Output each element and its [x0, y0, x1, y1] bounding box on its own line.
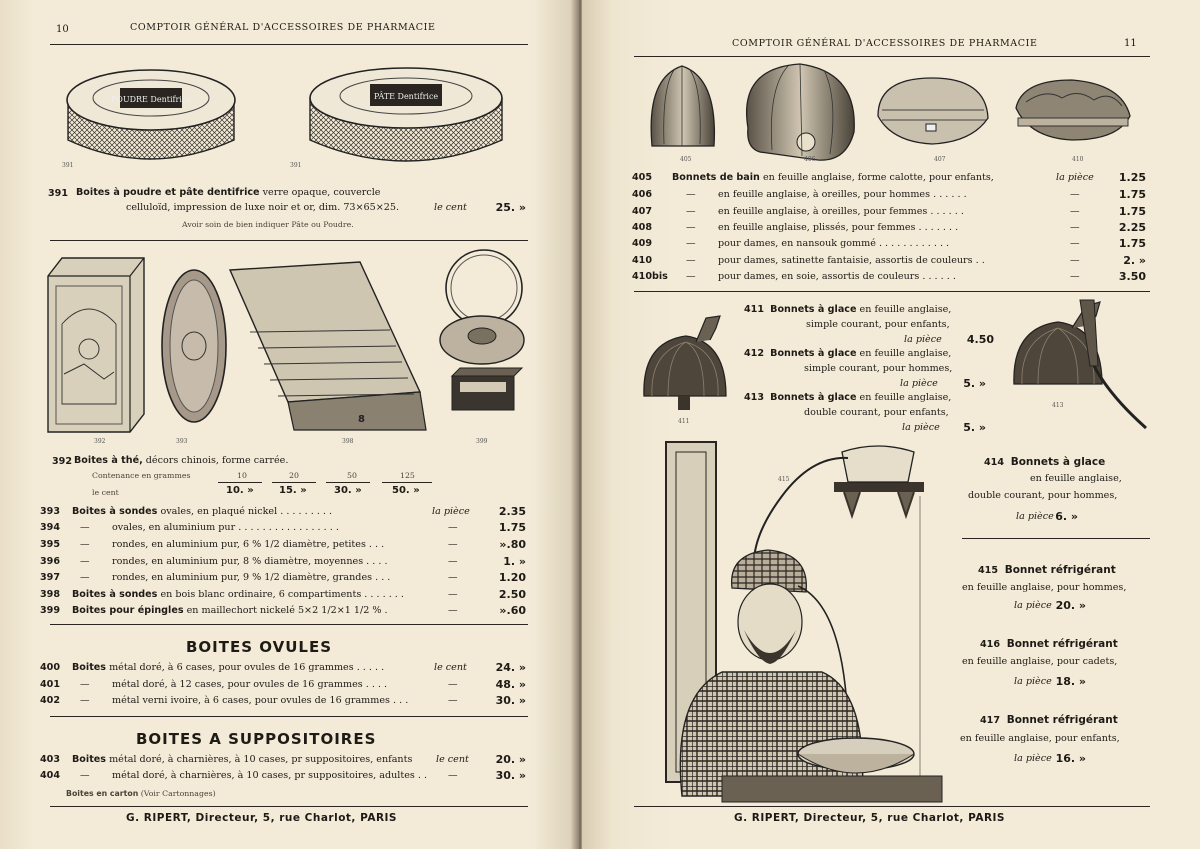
- page-header-left: COMPTOIR GÉNÉRAL D'ACCESSOIRES DE PHARMACIE: [130, 22, 436, 33]
- item-391-line2: celluloïd, impression de luxe noir et or, dim. 73×65×25.: [126, 202, 400, 213]
- capacity-label: Contenance en grammes: [92, 471, 191, 480]
- ice-412-line2: simple courant, pour hommes,: [804, 363, 953, 374]
- left-page: [0, 0, 578, 849]
- fig-label: 413: [1052, 402, 1064, 409]
- fig-label: 391: [290, 162, 302, 169]
- fig-label: 410: [1072, 156, 1084, 163]
- list-item: 409 — pour dames, en nansouk gommé . . . . . . . . . . . . — 1.75: [632, 237, 1146, 250]
- list-item: 407 — en feuille anglaise, à oreilles, pour femmes . . . . . . — 1.75: [632, 205, 1146, 218]
- bath-caps-illustration: [642, 58, 1200, 168]
- tea-box-price-10: 10. »: [226, 485, 254, 496]
- powder-tin-illustration: [62, 60, 242, 170]
- fig-label: 407: [934, 156, 946, 163]
- fridge-416-desc: en feuille anglaise, pour cadets,: [962, 656, 1118, 667]
- fig-label: 415: [778, 476, 790, 483]
- list-item: 399 Boites pour épingles en maillechort nickelé 5×2 1/2×1 1/2 % . — ».60: [40, 604, 526, 617]
- ice-411-unit: la pièce: [904, 334, 942, 345]
- capacity-50: 50: [347, 471, 357, 480]
- capacity-10: 10: [237, 471, 247, 480]
- fridge-416-unit: la pièce: [1014, 676, 1052, 687]
- carton-note: Boites en carton (Voir Cartonnages): [66, 789, 216, 798]
- item-391-line1: Boites à poudre et pâte dentifrice verre opaque, couvercle: [76, 187, 381, 198]
- capacity-20: 20: [289, 471, 299, 480]
- ice-413-line2: double courant, pour enfants,: [804, 407, 949, 418]
- fig-label: 392: [94, 438, 106, 445]
- fridge-417-unit: la pièce: [1014, 753, 1052, 764]
- item-number: 392: [52, 456, 73, 467]
- list-item: 396 — rondes, en aluminium pur, 8 % diamètre, moyennes . . . . — 1. »: [40, 555, 526, 568]
- tin-label-powder: POUDRE Dentifrice: [110, 95, 192, 104]
- fridge-415-unit: la pièce: [1014, 600, 1052, 611]
- section-rule: [50, 240, 528, 241]
- item-392-desc: Boites à thé, décors chinois, forme carrée.: [74, 455, 289, 466]
- ice-412-price: 5. »: [963, 377, 986, 390]
- list-item: 401 — métal doré, à 12 cases, pour ovules de 16 grammes . . . . — 48. »: [40, 678, 526, 691]
- list-item: 408 — en feuille anglaise, plissés, pour femmes . . . . . . . — 2.25: [632, 221, 1146, 234]
- fig-label: 405: [680, 156, 692, 163]
- item-391-unit: le cent: [434, 202, 467, 213]
- fridge-415-title: 415 Bonnet réfrigérant: [978, 564, 1116, 576]
- tea-box-price-50: 30. »: [334, 485, 362, 496]
- list-item: 398 Boites à sondes en bois blanc ordinaire, 6 compartiments . . . . . . . — 2.50: [40, 588, 526, 601]
- fridge-417-title: 417 Bonnet réfrigérant: [980, 714, 1118, 726]
- oval-sonde-box-illustration: [158, 268, 238, 428]
- fig-label: 411: [678, 418, 690, 425]
- tin-label-paste: PÂTE Dentifrice: [373, 92, 439, 101]
- fig-label: 391: [62, 162, 74, 169]
- item-391-note: Avoir soin de bien indiquer Pâte ou Poudre.: [182, 220, 354, 229]
- ice-414-price: 6. »: [1055, 510, 1078, 523]
- ice-414-title: 414 Bonnets à glace: [984, 456, 1106, 468]
- header-rule: [50, 44, 528, 45]
- section-title-suppositoires: BOITES A SUPPOSITOIRES: [136, 730, 377, 748]
- paste-tin-illustration: [306, 60, 506, 170]
- fridge-415-desc: en feuille anglaise, pour hommes,: [962, 582, 1127, 593]
- fig-label: 406: [804, 156, 816, 163]
- ice-cap-simple-illustration: [638, 312, 738, 422]
- page-header-right: COMPTOIR GÉNÉRAL D'ACCESSOIRES DE PHARMACIE: [732, 38, 1038, 49]
- right-page: [582, 0, 1200, 849]
- capacity-125: 125: [400, 471, 415, 480]
- fridge-416-price: 18. »: [1055, 675, 1086, 688]
- round-sonde-box-and-pin-box-illustration: [436, 248, 536, 438]
- footer-right: G. RIPERT, Directeur, 5, rue Charlot, PARIS: [734, 812, 1005, 824]
- list-item: 410 — pour dames, satinette fantaisie, assortis de couleurs . . — 2. »: [632, 254, 1146, 267]
- fridge-416-title: 416 Bonnet réfrigérant: [980, 638, 1118, 650]
- section-title-ovules: BOITES OVULES: [186, 638, 333, 656]
- list-item: 394 — ovales, en aluminium pur . . . . . . . . . . . . . . . . . — 1.75: [40, 521, 526, 534]
- ice-414-line2: double courant, pour hommes,: [968, 490, 1118, 501]
- item-number: 391: [48, 188, 69, 199]
- ice-413-unit: la pièce: [902, 422, 940, 433]
- list-item: 410bis — pour dames, en soie, assortis de couleurs . . . . . . — 3.50: [632, 270, 1146, 283]
- list-item: 405 Bonnets de bain en feuille anglaise, forme calotte, pour enfants, la pièce 1.25: [632, 171, 1146, 184]
- footer-left: G. RIPERT, Directeur, 5, rue Charlot, PARIS: [126, 812, 397, 824]
- fridge-417-desc: en feuille anglaise, pour enfants,: [960, 733, 1120, 744]
- fig-label: 399: [476, 438, 488, 445]
- list-item: 406 — en feuille anglaise, à oreilles, pour hommes . . . . . . — 1.75: [632, 188, 1146, 201]
- per-hundred-label: le cent: [92, 488, 119, 497]
- list-item: 402 — métal verni ivoire, à 6 cases, pour ovules de 16 grammes . . . — 30. »: [40, 694, 526, 707]
- page-number-right: 11: [1124, 38, 1137, 49]
- wooden-compartment-box-illustration: [230, 262, 440, 432]
- list-item: 404 — métal doré, à charnières, à 10 cases, pr suppositoires, adultes . . — 30. »: [40, 769, 526, 782]
- fridge-415-price: 20. »: [1055, 599, 1086, 612]
- ice-411-line2: simple courant, pour enfants,: [806, 319, 950, 330]
- ice-cap-double-illustration: [1010, 296, 1160, 436]
- tea-box-price-20: 15. »: [279, 485, 307, 496]
- list-item: 403 Boites métal doré, à charnières, à 10 cases, pr suppositoires, enfants le cent 20. »: [40, 753, 526, 766]
- ice-411-line1: 411 Bonnets à glace en feuille anglaise,: [744, 304, 952, 315]
- ice-413-price: 5. »: [963, 421, 986, 434]
- list-item: 395 — rondes, en aluminium pur, 6 % 1/2 diamètre, petites . . . — ».80: [40, 538, 526, 551]
- fig-label: 398: [342, 438, 354, 445]
- tea-box-price-125: 50. »: [392, 485, 420, 496]
- ice-412-line1: 412 Bonnets à glace en feuille anglaise,: [744, 348, 952, 359]
- fridge-417-price: 16. »: [1055, 752, 1086, 765]
- fig-label: 393: [176, 438, 188, 445]
- ice-413-line1: 413 Bonnets à glace en feuille anglaise,: [744, 392, 952, 403]
- item-391-price: 25. »: [495, 201, 526, 214]
- tea-box-illustration: [44, 254, 154, 434]
- svg-text:8: 8: [358, 414, 365, 425]
- list-item: 393 Boites à sondes ovales, en plaqué nickel . . . . . . . . . la pièce 2.35: [40, 505, 526, 518]
- list-item: 397 — rondes, en aluminium pur, 9 % 1/2 diamètre, grandes . . . — 1.20: [40, 571, 526, 584]
- ice-414-unit: la pièce: [1016, 511, 1054, 522]
- ice-412-unit: la pièce: [900, 378, 938, 389]
- list-item: 400 Boites métal doré, à 6 cases, pour ovules de 16 grammes . . . . . le cent 24. »: [40, 661, 526, 674]
- ice-411-price: 4.50: [966, 333, 994, 346]
- ice-414-line1: en feuille anglaise,: [1030, 473, 1122, 484]
- refrigerant-cap-scene-illustration: [662, 436, 952, 806]
- page-number-left: 10: [56, 24, 69, 35]
